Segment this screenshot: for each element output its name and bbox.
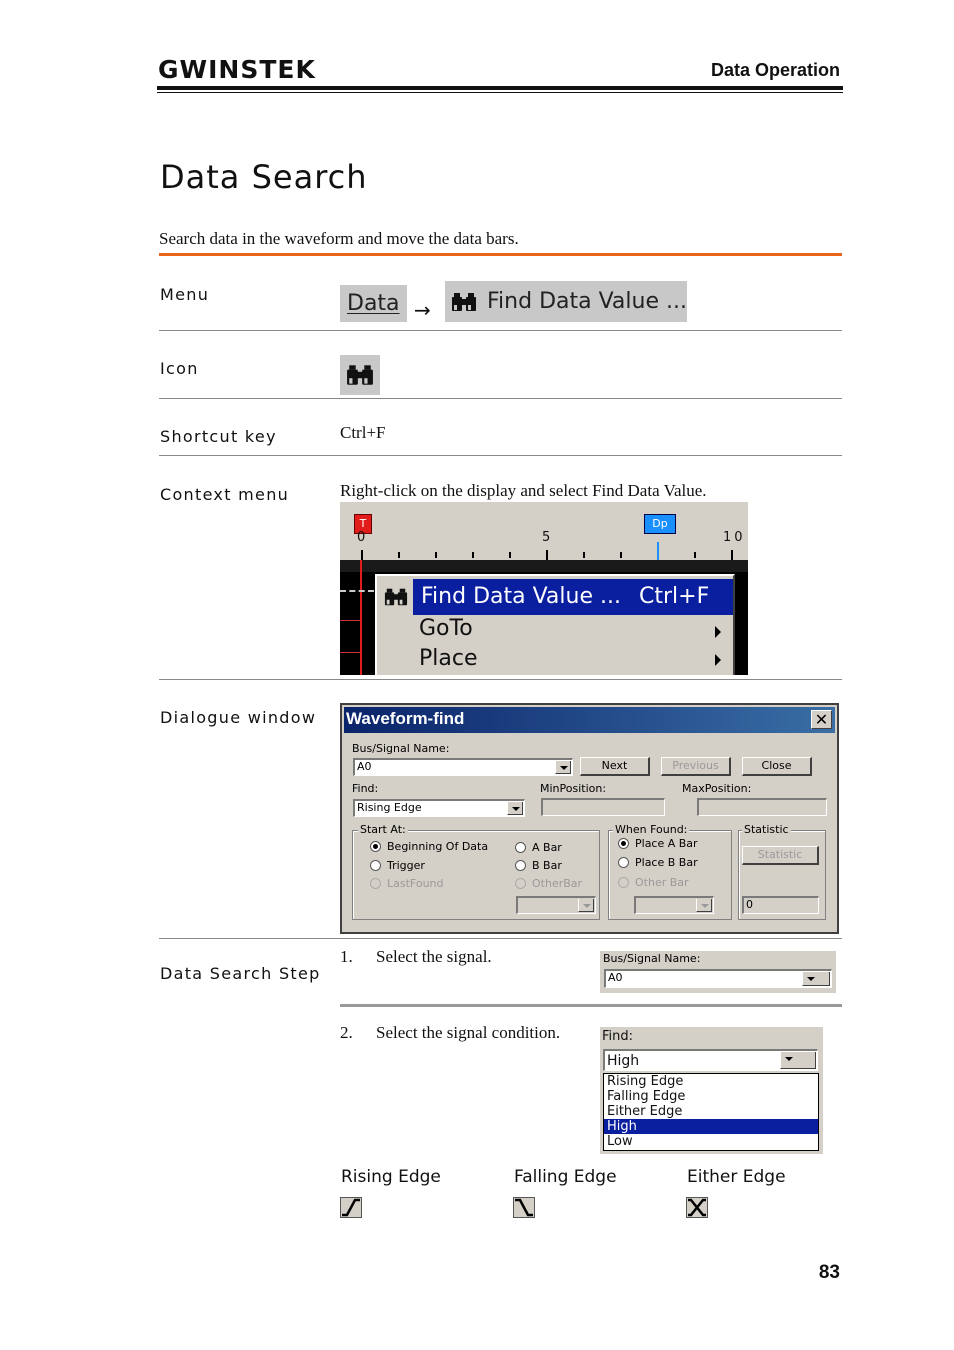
dialog-titlebar bbox=[344, 707, 835, 733]
radio-lastfound[interactable]: LastFound bbox=[370, 877, 444, 890]
next-button[interactable]: Next bbox=[580, 757, 650, 776]
step1-panel bbox=[600, 951, 836, 993]
step1-number: 1. bbox=[340, 947, 353, 966]
step1-bus-dropdown[interactable] bbox=[604, 969, 832, 988]
step2-find-dropdown[interactable] bbox=[603, 1049, 818, 1071]
time-ruler bbox=[340, 502, 748, 560]
other-bar-dropdown[interactable] bbox=[634, 896, 714, 914]
step2-panel bbox=[600, 1027, 823, 1154]
find-data-value-menu-item bbox=[445, 281, 687, 322]
chevron-down-icon[interactable] bbox=[555, 761, 571, 774]
close-icon[interactable]: ✕ bbox=[811, 710, 832, 729]
dp-marker: Dp bbox=[644, 514, 676, 534]
rising-edge-label: Rising Edge bbox=[341, 1167, 441, 1187]
radio-trigger[interactable]: Trigger bbox=[370, 859, 425, 872]
minposition-label: MinPosition: bbox=[540, 782, 607, 795]
radio-beginning-of-data[interactable]: Beginning Of Data bbox=[370, 840, 488, 853]
row-rule bbox=[159, 398, 842, 399]
binoculars-icon bbox=[346, 362, 374, 388]
row-rule bbox=[159, 455, 842, 456]
chevron-down-icon[interactable] bbox=[696, 899, 712, 912]
rising-edge-icon bbox=[340, 1197, 362, 1218]
option-rising-edge[interactable]: Rising Edge bbox=[607, 1074, 684, 1089]
option-low[interactable]: Low bbox=[607, 1134, 633, 1149]
popup-find-shortcut: Ctrl+F bbox=[639, 584, 710, 609]
step2-number: 2. bbox=[340, 1023, 353, 1042]
radio-selected-icon bbox=[370, 841, 381, 852]
context-menu-screenshot bbox=[340, 502, 748, 675]
chevron-down-icon[interactable] bbox=[802, 972, 830, 986]
row-rule bbox=[159, 679, 842, 680]
trigger-line bbox=[360, 560, 362, 675]
radio-icon bbox=[370, 860, 381, 871]
maxposition-label: MaxPosition: bbox=[682, 782, 752, 795]
find-value: Rising Edge bbox=[357, 801, 422, 814]
binoculars-icon bbox=[384, 586, 408, 608]
header-rule bbox=[157, 86, 843, 90]
when-found-label: When Found: bbox=[615, 823, 688, 836]
data-menu-label: Data bbox=[347, 291, 400, 316]
ruler-ticks bbox=[340, 542, 748, 560]
statistic-button[interactable]: Statistic bbox=[742, 846, 819, 865]
close-button[interactable]: Close bbox=[742, 757, 812, 776]
maxposition-input[interactable] bbox=[697, 798, 827, 816]
gwinstek-logo: GWINSTEK bbox=[158, 55, 316, 84]
bus-signal-dropdown[interactable] bbox=[353, 758, 573, 776]
radio-b-bar[interactable]: B Bar bbox=[515, 859, 562, 872]
previous-button[interactable]: Previous bbox=[661, 757, 731, 776]
popup-menu bbox=[375, 574, 735, 675]
radio-place-a-bar[interactable]: Place A Bar bbox=[618, 837, 698, 850]
row-rule bbox=[159, 330, 842, 331]
chevron-down-icon[interactable] bbox=[578, 899, 594, 912]
step2-find-value: High bbox=[607, 1053, 640, 1069]
radio-a-bar[interactable]: A Bar bbox=[515, 841, 562, 854]
minposition-input[interactable] bbox=[541, 798, 665, 816]
chevron-down-icon[interactable] bbox=[507, 802, 523, 815]
find-dropdown[interactable] bbox=[353, 799, 525, 817]
data-menu-button bbox=[340, 285, 407, 322]
option-falling-edge[interactable]: Falling Edge bbox=[607, 1089, 686, 1104]
section-title: Data Operation bbox=[710, 60, 840, 80]
steps-row-label: Data Search Step bbox=[160, 964, 321, 983]
popup-find-label: Find Data Value ... bbox=[421, 584, 621, 609]
step1-bus-value: A0 bbox=[608, 971, 623, 984]
falling-edge-label: Falling Edge bbox=[514, 1167, 617, 1187]
falling-edge-icon bbox=[513, 1197, 535, 1218]
find-toolbar-button bbox=[340, 355, 380, 395]
shortcut-row-label: Shortcut key bbox=[160, 427, 277, 446]
start-at-label: Start At: bbox=[360, 823, 406, 836]
step2-find-label: Find: bbox=[602, 1029, 634, 1044]
context-row-label: Context menu bbox=[160, 485, 290, 504]
bus-signal-label: Bus/Signal Name: bbox=[352, 742, 450, 755]
radio-icon bbox=[515, 860, 526, 871]
menu-arrow: → bbox=[414, 298, 431, 322]
statistic-value[interactable]: 0 bbox=[742, 896, 819, 914]
trigger-marker: T bbox=[354, 514, 372, 534]
radio-icon bbox=[515, 842, 526, 853]
tick-label: 10 bbox=[723, 530, 746, 545]
binoculars-icon bbox=[451, 291, 477, 313]
intro-rule bbox=[159, 253, 842, 256]
context-text: Right-click on the display and select Find Data Value. bbox=[340, 481, 707, 500]
radio-other-bar[interactable]: Other Bar bbox=[618, 876, 689, 889]
option-either-edge[interactable]: Either Edge bbox=[607, 1104, 683, 1119]
header-rule-thin bbox=[157, 92, 843, 93]
radio-place-b-bar[interactable]: Place B Bar bbox=[618, 856, 698, 869]
submenu-arrow-icon bbox=[715, 626, 721, 638]
chevron-down-icon[interactable] bbox=[780, 1052, 816, 1069]
find-label: Find: bbox=[352, 782, 379, 795]
popup-place-label[interactable]: Place bbox=[419, 646, 478, 671]
find-data-value-label: Find Data Value ... bbox=[487, 289, 687, 314]
popup-goto-label[interactable]: GoTo bbox=[419, 616, 473, 641]
radio-icon bbox=[370, 878, 381, 889]
step-divider bbox=[340, 1004, 842, 1007]
dialogue-row-label: Dialogue window bbox=[160, 708, 317, 727]
submenu-arrow-icon bbox=[715, 654, 721, 666]
intro-text: Search data in the waveform and move the data bars. bbox=[159, 229, 519, 248]
step2-options-list bbox=[603, 1073, 819, 1151]
page-title: Data Search bbox=[160, 158, 368, 196]
waveform-find-dialog bbox=[340, 703, 839, 934]
dialog-title: Waveform-find bbox=[346, 709, 465, 728]
either-edge-icon bbox=[686, 1197, 708, 1218]
either-edge-label: Either Edge bbox=[687, 1167, 786, 1187]
icon-row-label: Icon bbox=[160, 359, 199, 378]
shortcut-value: Ctrl+F bbox=[340, 423, 386, 442]
row-rule bbox=[159, 938, 842, 939]
tick-label: 5 bbox=[542, 530, 551, 545]
radio-icon bbox=[618, 877, 629, 888]
page-number: 83 bbox=[818, 1262, 840, 1283]
step1-bus-label: Bus/Signal Name: bbox=[603, 952, 701, 965]
otherbar-dropdown[interactable] bbox=[516, 896, 596, 914]
tick-label: 0 bbox=[357, 530, 366, 545]
step1-text: Select the signal. bbox=[376, 947, 492, 966]
menu-row-label: Menu bbox=[160, 285, 210, 304]
radio-icon bbox=[515, 878, 526, 889]
step2-text: Select the signal condition. bbox=[376, 1023, 561, 1042]
radio-otherbar[interactable]: OtherBar bbox=[515, 877, 582, 890]
popup-item-find[interactable] bbox=[379, 579, 735, 615]
option-high-selected[interactable]: High bbox=[604, 1119, 818, 1134]
radio-selected-icon bbox=[618, 838, 629, 849]
radio-icon bbox=[618, 857, 629, 868]
statistic-group-label: Statistic bbox=[744, 823, 789, 836]
bus-signal-value: A0 bbox=[357, 760, 372, 773]
